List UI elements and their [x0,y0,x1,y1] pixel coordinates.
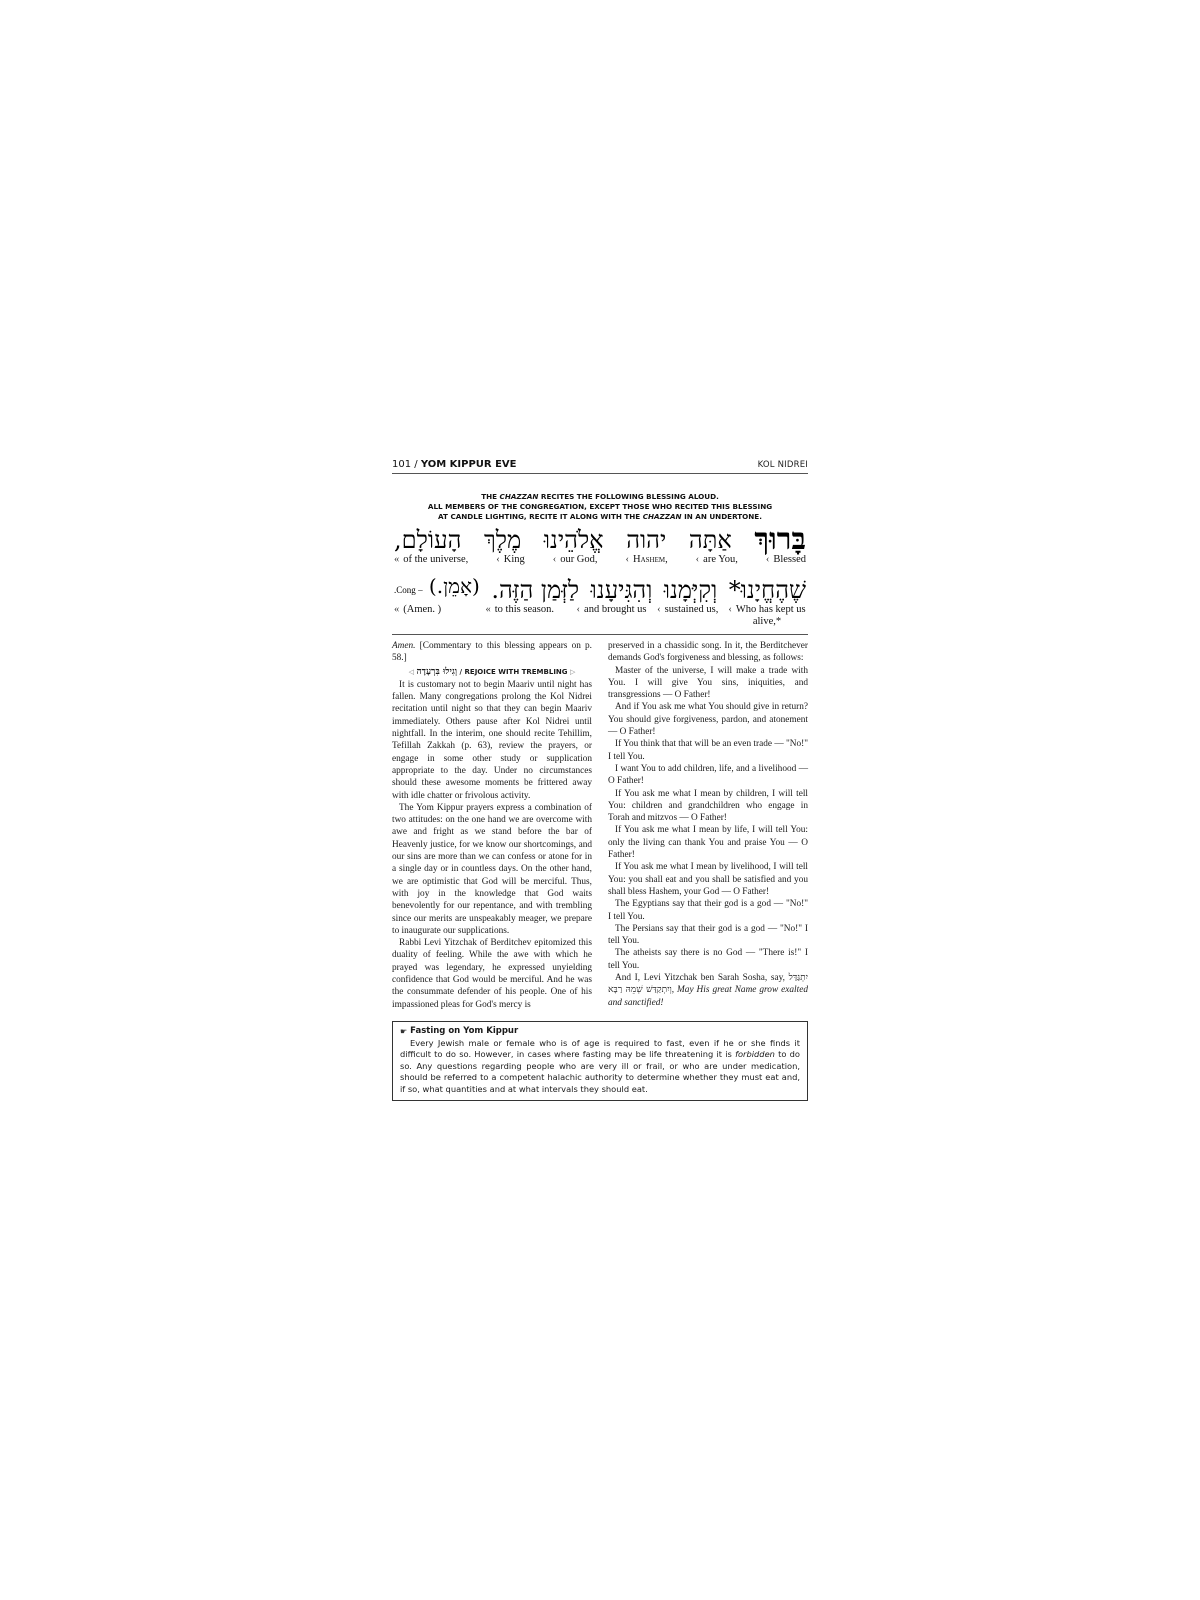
translation-word: « to this season. [485,604,554,615]
translation-word: ‹ Who has kept us alive,* [728,604,806,627]
commentary-final-paragraph: And I, Levi Yitzchak ben Sarah Sosha, say, יִתְגַּדַּל וְיִתְקַדַּשׁ שְׁמֵהּ רַבָּא, May His great Name grow exalted and sanctified! [608,973,808,1008]
translation-word: ‹ King [496,554,525,565]
hebrew-word: מֶלֶךְ [484,526,522,554]
page-number: 101 [392,459,412,470]
translation-word: ‹ Blessed [765,554,806,565]
commentary-paragraph: The atheists say there is no God — "There is!" I tell You. [608,948,808,971]
commentary-right-column [608,640,808,1011]
commentary-paragraph: The Persians say that their god is a god — "No!" I tell You. [608,923,808,947]
chevron-icon: ‹ [576,604,581,615]
blessing-translation-line-1 [392,554,808,566]
rubric-instructions [392,492,808,522]
chevron-icon: ‹ [695,554,700,565]
translation-word: « of the universe, [394,554,469,565]
halachah-note-box [392,1021,808,1102]
blessing-translation-line-2 [392,604,808,628]
double-chevron-icon: « [394,604,400,615]
double-chevron-icon: « [485,604,491,615]
hebrew-word: אַתָּה [688,526,732,554]
section-divider [392,634,808,635]
section-heading: ◁ וְגִילוּ בִּרְעָדָה / REJOICE WITH TREMBLING ▷ [408,666,576,677]
pointing-hand-icon: ☛ [400,1026,408,1036]
chevron-icon: ‹ [728,604,732,615]
double-chevron-icon: « [394,554,400,565]
commentary-paragraph: Rabbi Levi Yitzchak of Berditchev epitomized this duality of feeling. While the awe with which he prayed was legendary, he expressed unyielding confidence that God would be merciful. And he was the consummate defender of his people. One of his impassioned pleas for God's mercy is [392,938,592,1010]
commentary-paragraph: The Egyptians say that their god is a god — "No!" I tell You. [608,899,808,922]
translation-word: ‹ sustained us, [657,604,719,615]
note-body: Every Jewish male or female who is of age is required to fast, even if he or she finds it difficult to do so. However, in cases where fasting may be life threatening it is forbidden to do so. Any questions regarding people who are very ill or frail, or who are under medication, should be referred to a competent halachic authority to determine whether they must eat and, if so, what quantities and at what intervals they should eat. [400,1037,800,1094]
translation-word: ‹ are You, [695,554,738,565]
hebrew-word: יהוה [626,526,667,554]
instruction-line-2: ALL MEMBERS OF THE CONGREGATION, EXCEPT THOSE WHO RECITED THIS BLESSING [427,502,773,511]
commentary-paragraph: Master of the universe, I will make a trade with You. I will give You sins, iniquities, and transgressions — O Father! [608,665,808,701]
running-head-right: KOL NIDREI [757,460,808,470]
chevron-icon: ‹ [657,604,661,615]
congregation-response: (אָמֵן.) – Cong. [394,574,480,598]
commentary-paragraph: preserved in a chassidic song. In it, the Berditchever demands God's forgiveness and blessing, as follows: [608,641,808,664]
commentary-intro: Amen. [Commentary to this blessing appears on p. 58.] [392,641,592,664]
section-title: YOM KIPPUR EVE [420,459,517,470]
commentary-paragraph: And if You ask me what You should give in return? You should give forgiveness, pardon, and atonement — O Father! [608,702,808,738]
hebrew-word: וְהִגִּיעָנוּ [590,576,653,604]
commentary-paragraph: If You ask me what I mean by children, I will tell You: children and grandchildren who engage in Torah and mitzvos — O Father! [608,788,808,824]
running-head [392,456,808,474]
commentary-paragraph: The Yom Kippur prayers express a combination of two attitudes: on the one hand we are overcome with awe and fright as we stand before the bar of Heavenly justice, for we know our shortcomings, and our sins are more than we can confess or atone for in a single day or in countless days. On the other hand, we are optimistic that God will be merciful. Thus, with joy in the knowledge that God waits benevolently for our repentance, and with trembling since our merits are unspeakably meager, we prepare to inaugurate our supplications. [392,802,592,936]
commentary-paragraph: If You ask me what I mean by life, I will tell You: only the living can thank You and praise You — O Father! [608,825,808,861]
commentary-paragraph: I want You to add children, life, and a livelihood — O Father! [608,763,808,787]
commentary-paragraph: If You think that that will be an even trade — "No!" I tell You. [608,739,808,762]
translation-word: « (Amen. ) [394,604,442,615]
note-title: ☛ Fasting on Yom Kippur [400,1025,519,1036]
right-triangle-icon: ▷ [569,667,576,676]
chevron-icon: ‹ [496,554,500,565]
left-triangle-icon: ◁ [408,667,415,676]
hebrew-word: שֶׁהֶחֱיָנוּ* [728,576,806,604]
instruction-line-1: THE CHAZZAN RECITES THE FOLLOWING BLESSING ALOUD. [481,492,719,501]
running-head-left [392,459,517,470]
hebrew-word: אֱלֹהֵינוּ [543,526,604,554]
commentary-columns [392,640,808,1011]
blessing-hebrew-line-1 [392,522,808,557]
commentary-paragraph: It is customary not to begin Maariv until night has fallen. Many congregations prolong the Kol Nidrei recitation until night so that they can begin Maariv immediately. Others pause after Kol Nidrei until nightfall. In the interim, one should recite Tehillim, Tefillah Zakkah (p. 63), review the prayers, or engage in some other study or supplication appropriate to the day. Under no circumstances should these awesome moments be frittered away with idle chatter or frivolous activity. [392,679,592,801]
hebrew-word: בָּרוּךְ [754,522,806,557]
hebrew-word: הָעוֹלָם, [394,526,462,554]
translation-word: ‹ our God, [552,554,598,565]
chevron-icon: ‹ [552,554,557,565]
prayer-book-page [392,456,808,1101]
instruction-line-3: AT CANDLE LIGHTING, RECITE IT ALONG WITH THE CHAZZAN IN AN UNDERTONE. [438,512,762,521]
chevron-icon: ‹ [625,554,629,565]
commentary-left-column [392,640,592,1011]
blessing-hebrew-line-2 [392,572,808,604]
commentary-paragraph: If You ask me what I mean by livelihood, I will tell You: you shall eat and you shall be satisfied and you shall bless Hashem, your God — O Father! [608,862,808,897]
chevron-icon: ‹ [765,554,770,565]
translation-word: ‹ Hashem, [625,554,668,565]
hebrew-word: וְקִיְּמָנוּ [663,576,718,604]
head-separator: / [414,459,418,470]
translation-word: ‹ and brought us [576,604,647,615]
hebrew-word: לַזְּמַן הַזֶּה. [491,576,580,604]
